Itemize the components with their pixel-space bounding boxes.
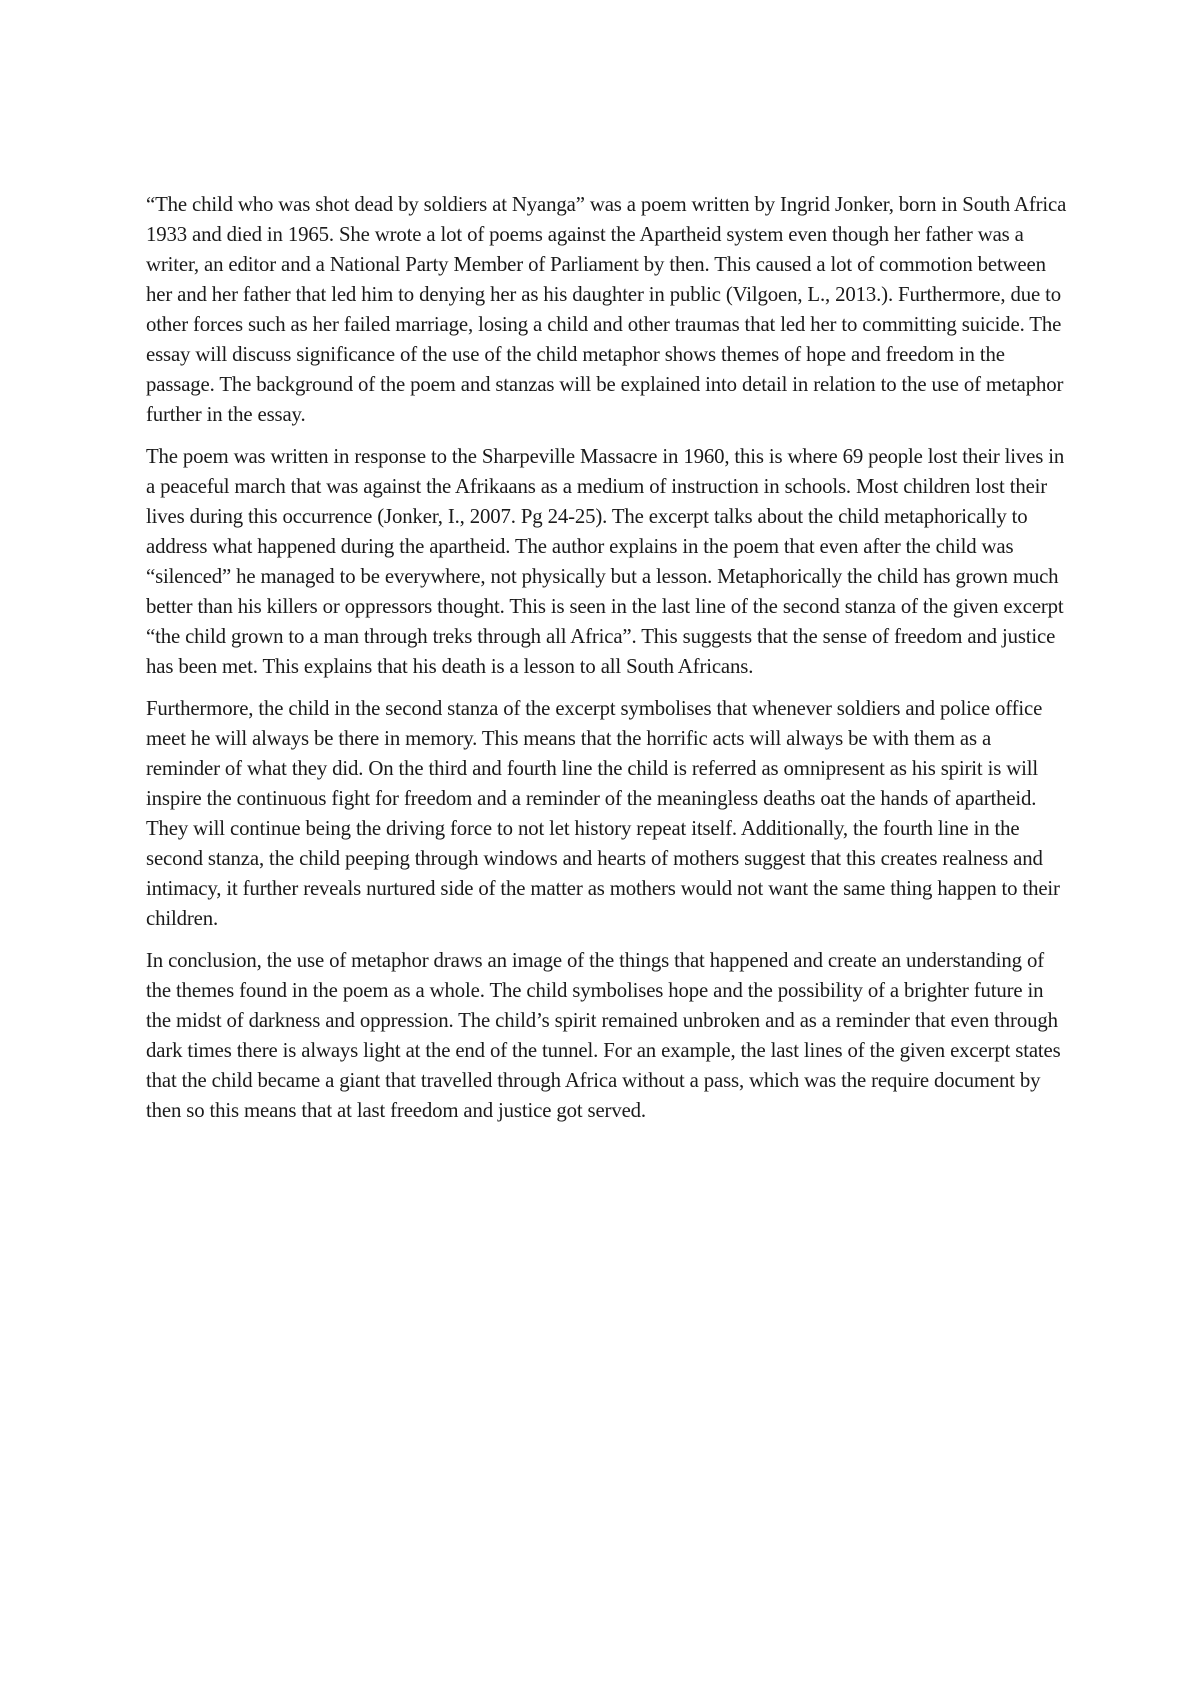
paragraph-background: The poem was written in response to the Sharpeville Massacre in 1960, this is where 69 people lost their lives in a peaceful march that was against the Afrikaans as a medium of instruction in schools. Most children lost their lives during this occurrence (Jonker, I., 2007. Pg 24-25). The excerpt talks about the child metaphorically to address what happened during the apartheid. The author explains in the poem that even after the child was “silenced” he managed to be everywhere, not physically but a lesson. Metaphorically the child has grown much better than his killers or oppressors thought. This is seen in the last line of the second stanza of the given excerpt “the child grown to a man through treks through all Africa”. This suggests that the sense of freedom and justice has been met. This explains that his death is a lesson to all South Africans. (146, 445, 1065, 678)
paragraph-conclusion: In conclusion, the use of metaphor draws an image of the things that happened and create an understanding of the themes found in the poem as a whole. The child symbolises hope and the possibility of a brighter future in the midst of darkness and oppression. The child’s spirit remained unbroken and as a reminder that even through dark times there is always light at the end of the tunnel. For an example, the last lines of the given excerpt states that the child became a giant that travelled through Africa without a pass, which was the require document by then so this means that at last freedom and justice got served. (146, 949, 1061, 1122)
paragraph-introduction: “The child who was shot dead by soldiers at Nyanga” was a poem written by Ingrid Jonker, born in South Africa 1933 and died in 1965. She wrote a lot of poems against the Apartheid system even though her father was a writer, an editor and a National Party Member of Parliament by then. This caused a lot of commotion between her and her father that led him to denying her as his daughter in public (Vilgoen, L., 2013.). Furthermore, due to other forces such as her failed marriage, losing a child and other traumas that led her to committing suicide. The essay will discuss significance of the use of the child metaphor shows themes of hope and freedom in the passage. The background of the poem and stanzas will be explained into detail in relation to the use of metaphor further in the essay. (146, 193, 1067, 426)
paragraph-analysis: Furthermore, the child in the second stanza of the excerpt symbolises that whenever soldiers and police office meet he will always be there in memory. This means that the horrific acts will always be with them as a reminder of what they did. On the third and fourth line the child is referred as omnipresent as his spirit is will inspire the continuous fight for freedom and a reminder of the meaningless deaths oat the hands of apartheid. They will continue being the driving force to not let history repeat itself. Additionally, the fourth line in the second stanza, the child peeping through windows and hearts of mothers suggest that this creates realness and intimacy, it further reveals nurtured side of the matter as mothers would not want the same thing happen to their children. (146, 697, 1060, 930)
document-body (146, 190, 1068, 1138)
